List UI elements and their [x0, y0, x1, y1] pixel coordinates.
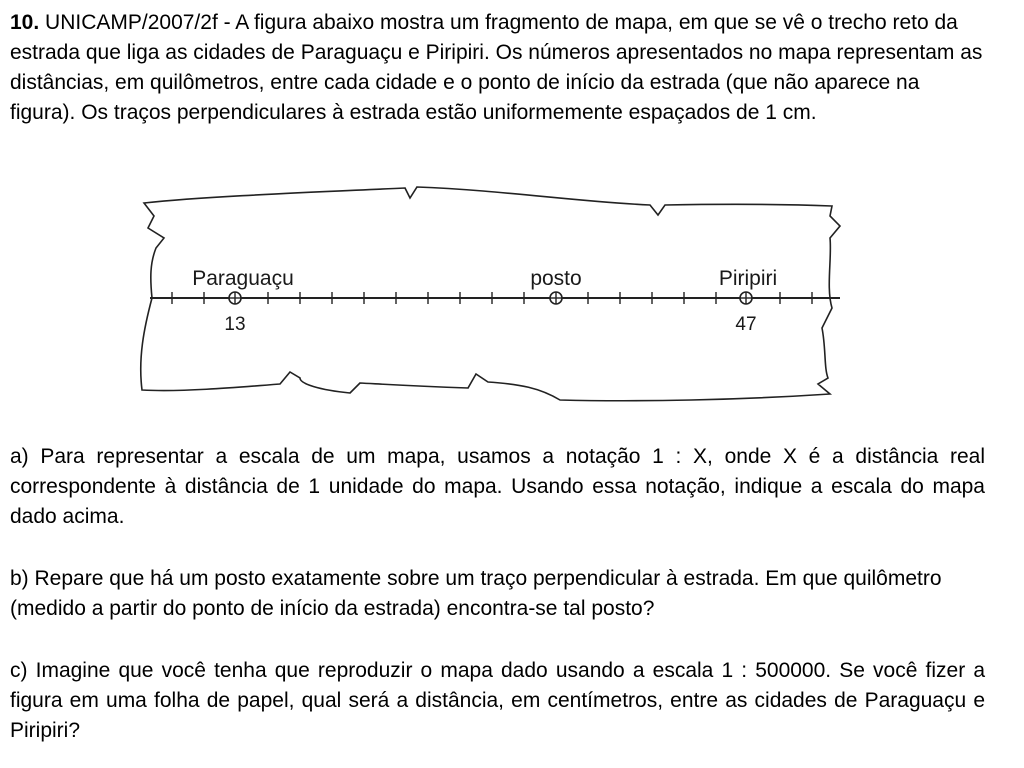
city-marker-paraguacu — [229, 292, 241, 304]
map-fragment — [120, 178, 850, 410]
problem-number: 10. — [10, 11, 40, 34]
map-border — [141, 187, 840, 401]
question-b: b) Repare que há um posto exatamente sobre um traço perpendicular à estrada. Em que quilômetro (medido a partir do ponto de início da estrada) encontra-se tal posto? — [10, 567, 942, 620]
city-label-piripiri: Piripiri — [718, 267, 778, 290]
problem-text: UNICAMP/2007/2f - A figura abaixo mostra um fragmento de mapa, em que se vê o trecho reto da estrada que liga as cidades de Paraguaçu e Piripiri. Os números apresentados no mapa representam as distâncias, em quilômetros, entre cada cidade e o ponto de início da estrada (que não aparece na figura). Os traços perpendiculares à estrada estão uniformemente espaçados de 1 cm. — [10, 11, 983, 124]
posto-label: posto — [530, 267, 582, 290]
km-label-piripiri: 47 — [735, 314, 757, 335]
road-ticks — [172, 292, 812, 304]
city-label-paraguacu: Paraguaçu — [192, 267, 294, 290]
question-a: a) Para representar a escala de um mapa, usamos a notação 1 : X, onde X é a distância real correspondente à distância de 1 unidade do mapa. Usando essa notação, indique a escala do mapa dado acima. — [10, 445, 985, 528]
city-marker-piripiri — [740, 292, 752, 304]
question-c: c) Imagine que você tenha que reproduzir o mapa dado usando a escala 1 : 500000. Se você fizer a figura em uma folha de papel, qual será a distância, em centímetros, entre as cidades de Paraguaçu e Piripiri? — [10, 659, 985, 742]
posto-marker — [550, 292, 562, 304]
km-label-paraguacu: 13 — [224, 314, 246, 335]
problem-statement — [10, 8, 985, 128]
